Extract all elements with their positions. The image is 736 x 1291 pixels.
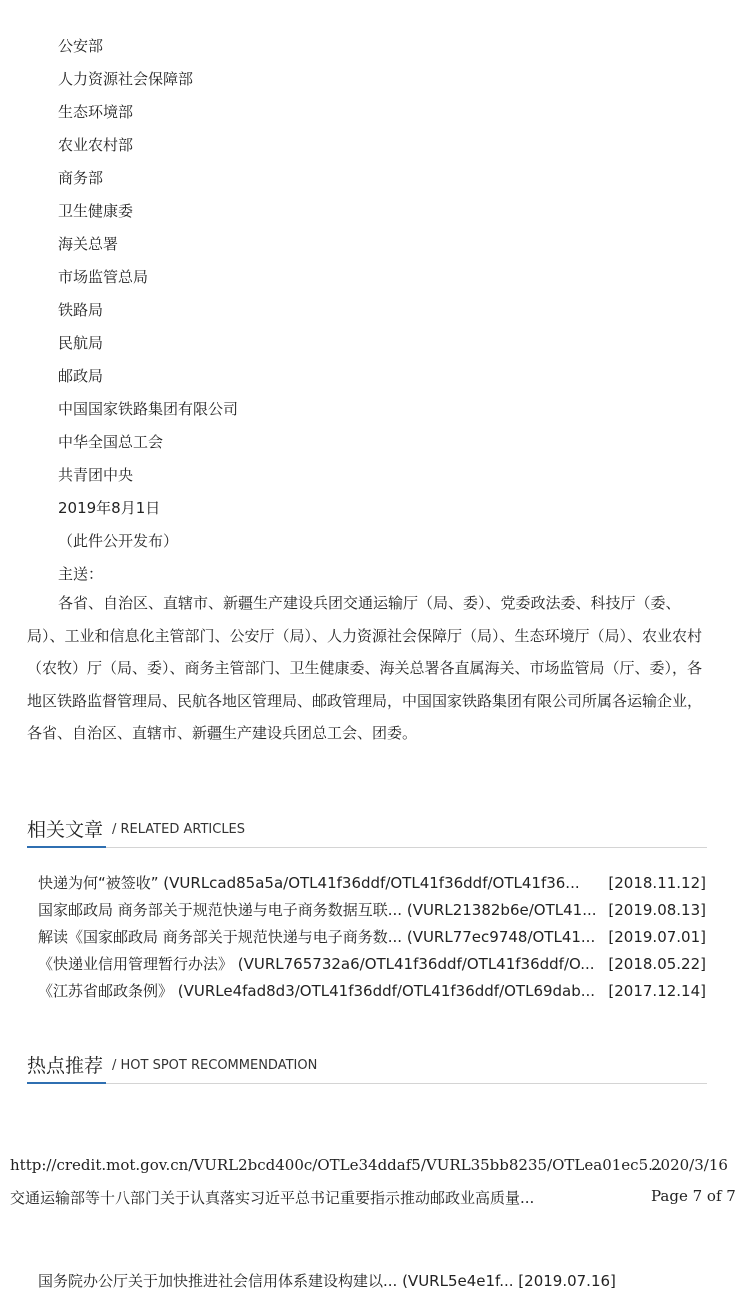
main-recipient-label: 主送： [58, 565, 104, 583]
hotspot-title: 热点推荐 [27, 1055, 104, 1077]
article-row[interactable] [38, 951, 706, 978]
recipient-line: 人力资源社会保障部 [58, 70, 194, 88]
article-date: [2017.12.14] [608, 982, 706, 1000]
article-link[interactable]: 解读《国家邮政局 商务部关于规范快递与电子商务数... (VURL77ec9748/OTL41... [38, 928, 596, 946]
article-link[interactable]: 《江苏省邮政条例》 (VURLe4fad8d3/OTL41f36ddf/OTL41f36ddf/OTL69dab... [38, 982, 596, 1000]
recipient-line: 中国国家铁路集团有限公司 [58, 400, 239, 418]
hotspot-header [27, 1047, 707, 1084]
article-date: [2018.05.22] [608, 955, 706, 973]
section-underline [27, 846, 106, 848]
article-row[interactable] [38, 870, 706, 897]
article-date: [2018.11.12] [608, 874, 706, 892]
article-date: [2019.08.13] [608, 901, 706, 919]
article-row[interactable] [38, 897, 706, 924]
recipient-line: 生态环境部 [58, 103, 134, 121]
main-recipient-paragraph: 各省、自治区、直辖市、新疆生产建设兵团交通运输厅（局、委）、党委政法委、科技厅（委、局）、工业和信息化主管部门、公安厅（局）、人力资源社会保障厅（局）、生态环境厅（局）、农业农村（农牧）厅（局、委）、商务主管部门、卫生健康委、海关总署各直属海关、市场监管局（厅、委），各地区铁路监督管理局、民航各地区管理局、邮政管理局，中国国家铁路集团有限公司所属各运输企业，各省、自治区、直辖市、新疆生产建设兵团总工会、团委。 [27, 594, 703, 742]
related-articles-subtitle: / RELATED ARTICLES [112, 822, 246, 837]
recipient-line: 铁路局 [58, 301, 104, 319]
recipient-line: 卫生健康委 [58, 202, 134, 220]
recipient-line: 商务部 [58, 169, 104, 187]
recipient-line: 公安部 [58, 37, 104, 55]
recipient-line: 市场监管总局 [58, 268, 149, 286]
article-link[interactable]: 《快递业信用管理暂行办法》 (VURL765732a6/OTL41f36ddf/OTL41f36ddf/O... [38, 955, 595, 973]
recipient-line: 海关总署 [58, 235, 119, 253]
print-doc-title: 交通运输部等十八部门关于认真落实习近平总书记重要指示推动邮政业高质量... [10, 1189, 535, 1207]
recipient-list [58, 30, 698, 591]
article-date: [2019.07.01] [608, 928, 706, 946]
related-articles-header [27, 811, 707, 848]
recipient-line: 民航局 [58, 334, 104, 352]
article-link[interactable]: 国家邮政局 商务部关于规范快递与电子商务数据互联... (VURL21382b6e/OTL41... [38, 901, 597, 919]
recipient-line: 共青团中央 [58, 466, 134, 484]
related-articles-list [38, 870, 706, 1005]
print-date: 2020/3/16 [651, 1156, 728, 1174]
print-footer-url-line [10, 1156, 728, 1176]
print-footer-title-line [10, 1187, 736, 1209]
publish-note: （此件公开发布） [58, 532, 179, 550]
recipient-line: 邮政局 [58, 367, 104, 385]
cut-off-article-row: 国务院办公厅关于加快推进社会信用体系建设构建以... (VURL5e4e1f... [2019.07.16] [38, 1272, 616, 1290]
related-articles-title: 相关文章 [27, 819, 104, 841]
article-row[interactable] [38, 978, 706, 1005]
print-page-number: Page 7 of 7 [651, 1187, 736, 1205]
recipient-line: 中华全国总工会 [58, 433, 164, 451]
issue-date: 2019年8月1日 [58, 499, 161, 517]
article-row[interactable] [38, 924, 706, 951]
section-underline [27, 1082, 106, 1084]
print-url: http://credit.mot.gov.cn/VURL2bcd400c/OTLe34ddaf5/VURL35bb8235/OTLea01ec5... [10, 1156, 663, 1174]
hotspot-subtitle: / HOT SPOT RECOMMENDATION [112, 1058, 318, 1073]
recipient-line: 农业农村部 [58, 136, 134, 154]
article-link[interactable]: 快递为何“被签收” (VURLcad85a5a/OTL41f36ddf/OTL41f36ddf/OTL41f36... [38, 874, 580, 892]
